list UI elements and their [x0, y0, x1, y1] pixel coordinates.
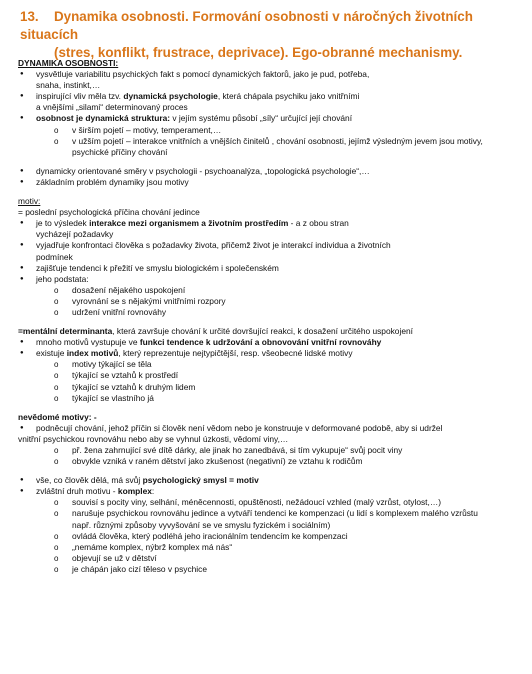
sub-list-item: o objevují se už v dětství: [18, 553, 526, 564]
list-item-continuation: snaha, instinkt,…: [36, 80, 101, 91]
list-item-continuation: podmínek: [36, 251, 73, 262]
list-item: ● inspirující vliv měla tzv. dynamická psychologie, která chápala psychiku jako vnitřními: [18, 91, 526, 102]
definition-text: =mentální determinanta, která završuje chování k určité dovršující reakci, k dosažení určitého uspokojení: [18, 326, 413, 337]
sub-list-item-continuation: psychické příčiny chování: [72, 146, 168, 157]
sub-list-item: o motivy týkající se těla: [18, 359, 526, 370]
definition-text: = poslední psychologická příčina chování jedince: [18, 207, 200, 218]
sub-list-item: o udržení vnitřní rovnováhy: [18, 307, 526, 318]
list-item: ● mnoho motivů vystupuje ve funkci tendence k udržování a obnovování vnitřní rovnováhy: [18, 337, 526, 348]
sub-list-item: o př. žena zahrnující své dítě dárky, ale jinak ho zanedbává, si tím vykupuje“ svůj pocit viny: [18, 445, 526, 456]
list-item: ● osobnost je dynamická struktura: v jejím systému působí „síly“ určující její chování: [18, 113, 526, 124]
list-item-continuation: vnitřní psychickou rovnováhu nebo aby se vyhnul úzkosti, vědomí viny,…: [18, 433, 289, 444]
section-title-dynamika: DYNAMIKA OSOBNOSTI:: [18, 58, 119, 68]
sub-list-item-continuation: např. různými způsoby vyvyšování se ve smyslu fyzickém i sociálním): [72, 519, 331, 530]
sub-list-item: o je chápán jako cizí těleso v psychice: [18, 564, 526, 575]
sub-list-item: o souvisí s pocity viny, selhání, méněcennosti, opuštěnosti, nežádoucí vzhled (malý vzrůst, otylost,…): [18, 497, 526, 508]
sub-list-item: o týkající se vztahů k druhým lidem: [18, 382, 526, 393]
list-item: ● dynamicky orientované směry v psychologii - psychoanalýza, „topologická psychologie“,…: [18, 166, 526, 177]
sub-list-item: o v užším pojetí – interakce vnitřních a vnějších činitelů , chování osobnosti, jejímž výsledným jevem jsou motivy,: [18, 136, 526, 147]
list-item: ● vyjadřuje konfrontaci člověka s požadavky života, přičemž život je interakcí individua a životních: [18, 240, 526, 251]
list-item: ● jeho podstata:: [18, 274, 526, 285]
list-item: ● je to výsledek interakce mezi organismem a životním prostředím - a z obou stran: [18, 218, 526, 229]
sub-list-item: o v širším pojetí – motivy, temperament,…: [18, 125, 526, 136]
list-item-continuation: vycházejí požadavky: [36, 229, 114, 240]
list-item: ● vysvětluje variabilitu psychických fakt s pomocí dynamických faktorů, jako je pud, potřeba,: [18, 69, 526, 80]
sub-list-item: o narušuje psychickou rovnováhu jedince a vytváří tendenci ke kompenzaci (u lidí s komplexem malého vzrůstu: [18, 508, 526, 519]
list-item: ● zajišťuje tendenci k přežití ve smyslu biologickém i společenském: [18, 263, 526, 274]
heading-number: 13.: [20, 9, 39, 24]
list-item: ● zvláštní druh motivu - komplex:: [18, 486, 526, 497]
section-title-motiv: motiv:: [18, 196, 41, 207]
sub-list-item: o obvykle vzniká v raném dětství jako zkušenost (negativní) ze vztahu k rodičům: [18, 456, 526, 467]
sub-list-item: o týkající se vlastního já: [18, 393, 526, 404]
list-item: ● existuje index motivů, který reprezentuje nejtypičtější, resp. všeobecné lidské motivy: [18, 348, 526, 359]
sub-list-item: o ovládá člověka, který podléhá jeho iracionálním tendencím ke kompenzaci: [18, 531, 526, 542]
list-item: ● základním problém dynamiky jsou motivy: [18, 177, 526, 188]
document-body: [18, 58, 526, 575]
document-heading: [20, 8, 525, 62]
sub-list-item: o vyrovnání se s nějakými vnitřními rozpory: [18, 296, 526, 307]
section-title-nevedome: nevědomé motivy: -: [18, 411, 97, 422]
heading-line-2: (stres, konflikt, frustrace, deprivace). Ego-obranné mechanismy.: [54, 45, 463, 60]
sub-list-item: o dosažení nějakého uspokojení: [18, 285, 526, 296]
sub-list-item: o „nemáme komplex, nýbrž komplex má nás“: [18, 542, 526, 553]
heading-line-1: Dynamika osobnosti. Formování osobnosti v náročných životních situacích: [20, 9, 473, 42]
list-item-continuation: a vnějšími „silami“ determinovaný proces: [36, 102, 188, 113]
sub-list-item: o týkající se vztahů k prostředí: [18, 370, 526, 381]
list-item: ● podněcují chování, jehož příčin si člověk není vědom nebo je konstruuje v deformované podobě, aby si udržel: [18, 423, 526, 434]
list-item: ● vše, co člověk dělá, má svůj psychologický smysl = motiv: [18, 475, 526, 486]
